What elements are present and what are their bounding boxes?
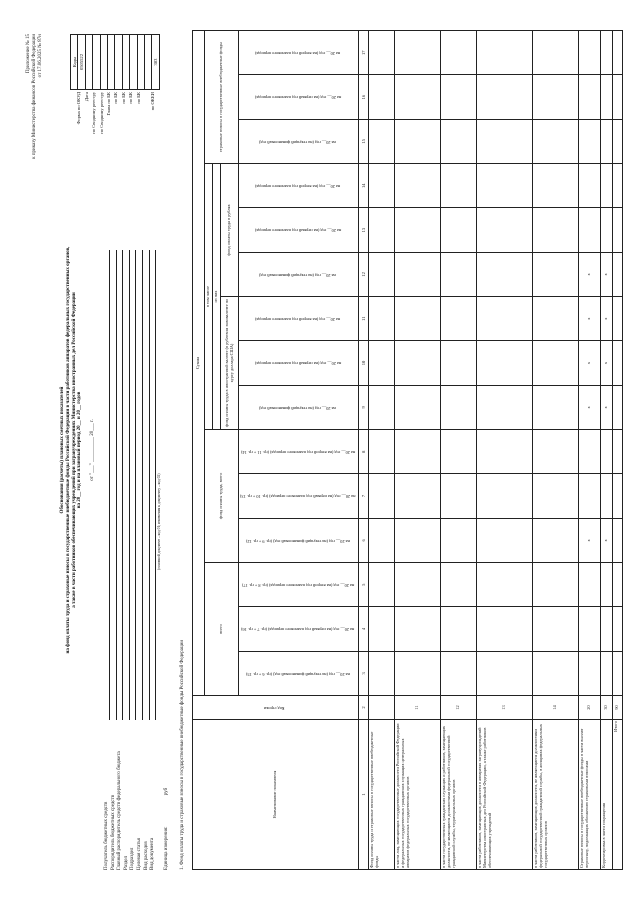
col-head-year-text: на 20__ год (на первый год планового периода)	[254, 95, 341, 101]
col-head-fot: фонд оплаты труда, всего	[205, 430, 239, 563]
table-cell	[395, 252, 441, 296]
col-head-year	[239, 474, 359, 518]
code-label: по Сводному реестру	[98, 92, 104, 134]
table-cell	[613, 563, 623, 607]
table-cell	[613, 651, 623, 695]
code-value	[130, 35, 137, 90]
col-number: 7	[359, 474, 369, 518]
table-cell	[601, 75, 613, 119]
col-head-year-text: на 20__ год (на второй год планового периода)	[255, 51, 341, 57]
appendix-note	[26, 34, 43, 159]
col-head-year	[239, 341, 359, 385]
table-row	[395, 31, 441, 870]
table-cell	[369, 31, 395, 75]
col-head-year-text: на 20__ год (на первый год планового периода)	[254, 228, 341, 234]
table-cell	[613, 297, 623, 341]
col-head-year	[239, 252, 359, 296]
form-field-label: Получатель бюджетных средств	[104, 801, 109, 870]
table-cell	[533, 518, 579, 562]
col-head-year	[239, 75, 359, 119]
form-field-label: Распорядитель бюджетных средств	[110, 794, 116, 870]
table-cell	[395, 119, 441, 163]
cell-not-applicable: x	[601, 518, 613, 562]
cell-not-applicable: x	[601, 385, 613, 429]
table-cell	[613, 518, 623, 562]
code-label	[143, 92, 150, 182]
table-cell	[369, 651, 395, 695]
table-cell	[477, 75, 533, 119]
table-cell	[533, 474, 579, 518]
form-field-label: Вид документа	[150, 837, 156, 870]
table-cell	[579, 651, 601, 695]
col-head-year	[239, 119, 359, 163]
table-cell	[477, 341, 533, 385]
table-cell	[395, 297, 441, 341]
table-cell	[579, 607, 601, 651]
row-code: 13	[477, 696, 533, 720]
col-number: 4	[359, 607, 369, 651]
code-label: по ОКЕИ	[150, 92, 156, 111]
table-cell	[441, 31, 477, 75]
table-cell	[441, 341, 477, 385]
table-cell	[441, 208, 477, 252]
row-code: 90	[613, 696, 623, 720]
row-code	[369, 696, 395, 720]
col-number: 1	[359, 720, 369, 870]
col-head-year-text: на 20__ год (на первый год планового периода) (гр. 10 + гр. 13)	[240, 494, 356, 500]
table-cell	[369, 563, 395, 607]
form-field-underline	[122, 250, 123, 720]
col-head-including: в том числе	[205, 164, 213, 430]
table-cell	[579, 208, 601, 252]
code-label: по БК	[120, 92, 126, 104]
form-field-underline	[109, 250, 110, 720]
cell-not-applicable: x	[601, 252, 613, 296]
form-field-label: Целевая статья	[137, 838, 142, 870]
table-cell	[395, 474, 441, 518]
table-cell	[579, 563, 601, 607]
table-row	[601, 31, 613, 870]
table-cell	[477, 474, 533, 518]
table-cell	[579, 474, 601, 518]
col-head-code	[193, 696, 359, 720]
code-value	[115, 35, 122, 90]
row-code: 20	[579, 696, 601, 720]
appendix-line: к приказу Министерства финансов Российской Федерации	[31, 34, 37, 159]
col-head-sum: Сумма	[193, 31, 205, 696]
unit-value: руб	[164, 787, 169, 796]
table-cell	[477, 385, 533, 429]
code-value	[107, 35, 114, 90]
title-line: на фонд оплаты труда и страховые взносы в государственные внебюджетные фонды Российской Федерации в части работников аппаратов федеральных государственных органов,	[65, 246, 71, 654]
code-label: по БК	[135, 92, 141, 104]
col-head-year	[239, 651, 359, 695]
form-field-underline	[142, 250, 143, 720]
col-head-insurance: страховые взносы в государственные внебюджетные фонды	[205, 31, 239, 164]
table-cell	[477, 607, 533, 651]
col-head-year	[239, 164, 359, 208]
doc-note: (основной документ – код 01; изменения к документу – код 02)	[157, 473, 161, 570]
unit-label: Единица измерения:	[164, 826, 169, 870]
table-cell	[579, 430, 601, 474]
table-row	[477, 31, 533, 870]
table-cell	[441, 252, 477, 296]
table-cell	[477, 518, 533, 562]
code-value	[144, 35, 151, 90]
table-cell	[533, 341, 579, 385]
table-cell	[613, 385, 623, 429]
code-label: по БК	[128, 92, 134, 104]
col-head-year-text: на 20__ год (на второй год планового периода) (гр. 8 + гр. 17)	[241, 583, 354, 589]
row-name: в части государственных гражданских служащих и работников, замещающих должности, не являющиеся должностями федеральной государственной гражданской службы, территориальных органов	[441, 720, 477, 870]
col-number: 9	[359, 385, 369, 429]
table-cell	[613, 474, 623, 518]
table-cell	[369, 164, 395, 208]
table-cell	[395, 208, 441, 252]
row-name: в части работников, замещающих должности, не являющиеся должностями федеральной государственной гражданской службы, в аппаратах федеральных государственных органов	[533, 720, 579, 870]
cell-not-applicable: x	[579, 297, 601, 341]
table-cell	[395, 518, 441, 562]
code-label: по БК	[113, 92, 119, 104]
col-head-year-text: на 20__ год (на второй год планового периода)	[255, 317, 341, 323]
form-field-label: Раздел	[123, 855, 129, 870]
col-number: 3	[359, 651, 369, 695]
row-name: Корректировка в части сокращения	[601, 720, 613, 870]
table-cell	[613, 31, 623, 75]
table-cell	[601, 31, 613, 75]
row-name: Итого	[613, 720, 623, 870]
code-label: по Сводному реестру	[91, 92, 97, 134]
col-head-year	[239, 430, 359, 474]
table-cell	[369, 430, 395, 474]
table-cell	[395, 75, 441, 119]
cell-not-applicable: x	[601, 341, 613, 385]
code-label: Форма по ОКУД	[76, 92, 82, 125]
section-title: 1. Фонд оплаты труда и страховые взносы в государственные внебюджетные фонды Российской Федерации	[180, 639, 185, 870]
col-head-of-which: из них	[213, 164, 221, 430]
table-cell	[613, 208, 623, 252]
table-cell	[477, 297, 533, 341]
table-cell	[441, 385, 477, 429]
col-head-year-text: на 20__ год (на первый год планового периода) (гр. 7 + гр. 16)	[241, 627, 355, 633]
row-code: 30	[601, 696, 613, 720]
row-name: Фонд оплаты труда и страховые взносы в государственные внебюджетные фонды	[369, 720, 395, 870]
col-head-year-text: на 20__ год (на текущий финансовый год)	[259, 272, 337, 278]
cell-not-applicable: x	[579, 252, 601, 296]
appendix-line: от 17.06.2025 № 87н	[37, 34, 43, 78]
table-row	[613, 31, 623, 870]
col-head-year	[239, 297, 359, 341]
col-number: 5	[359, 563, 369, 607]
table-cell	[395, 341, 441, 385]
col-head-year	[239, 563, 359, 607]
col-head-year-text: на 20__ год (на первый год планового периода)	[254, 361, 341, 367]
table-cell	[369, 119, 395, 163]
col-head-year-text: на 20__ год (на второй год планового периода)	[255, 184, 341, 190]
table-cell	[579, 75, 601, 119]
col-number: 17	[359, 31, 369, 75]
row-code: 11	[395, 696, 441, 720]
col-head-year-text: на 20__ год (на текущий финансовый год) (гр. 6 + гр. 15)	[245, 671, 350, 677]
col-number: 13	[359, 208, 369, 252]
table-cell	[601, 563, 613, 607]
table-cell	[369, 385, 395, 429]
form-field-label: Вид расходов	[143, 841, 149, 870]
table-cell	[395, 31, 441, 75]
table-cell	[477, 119, 533, 163]
col-head-year-text: на 20__ год (на текущий финансовый год)	[259, 405, 337, 411]
table-cell	[601, 651, 613, 695]
table-cell	[601, 119, 613, 163]
form-field-label: Главный распорядитель средств федерального бюджета	[117, 751, 123, 870]
table-cell	[441, 430, 477, 474]
table-cell	[369, 474, 395, 518]
form-field-underline	[129, 250, 130, 720]
table-row	[369, 31, 395, 870]
table-cell	[601, 208, 613, 252]
col-head-year	[239, 385, 359, 429]
appendix-line: Приложение № 15	[26, 34, 31, 74]
table-cell	[601, 474, 613, 518]
codes-header: Коды	[71, 35, 78, 90]
table-cell	[601, 430, 613, 474]
cell-not-applicable: x	[579, 341, 601, 385]
code-value	[100, 35, 107, 90]
cell-not-applicable: x	[579, 385, 601, 429]
table-cell	[369, 75, 395, 119]
table-cell	[477, 252, 533, 296]
code-label: Дата	[83, 92, 89, 102]
table-row	[533, 31, 579, 870]
col-head-name	[193, 720, 359, 870]
table-cell	[369, 607, 395, 651]
table-cell	[369, 518, 395, 562]
table-cell	[369, 252, 395, 296]
col-number: 8	[359, 430, 369, 474]
row-code: 14	[533, 696, 579, 720]
col-number: 6	[359, 518, 369, 562]
table-cell	[533, 252, 579, 296]
table-cell	[613, 252, 623, 296]
table-cell	[533, 164, 579, 208]
table-cell	[441, 164, 477, 208]
col-number: 15	[359, 119, 369, 163]
row-name: Страховые взносы в государственные внебюджетные фонды в части выплат персоналу, подлежащих обложению страховыми взносами	[579, 720, 601, 870]
cell-not-applicable: x	[601, 297, 613, 341]
table-cell	[533, 208, 579, 252]
table-cell	[613, 75, 623, 119]
table-cell	[533, 297, 579, 341]
code-labels	[70, 92, 158, 182]
col-number: 16	[359, 75, 369, 119]
document-date: от "___" __________ 20___ г.	[90, 419, 95, 481]
title-line: на 20__ год и на плановый период 20__ и 20__ годов	[77, 391, 83, 509]
table-cell	[533, 119, 579, 163]
form-field-underline	[116, 250, 117, 720]
table-cell	[369, 297, 395, 341]
col-head-text: Наименование показателя	[272, 770, 278, 819]
col-head-year	[239, 607, 359, 651]
col-number: 12	[359, 252, 369, 296]
table-cell	[477, 208, 533, 252]
table-cell	[395, 607, 441, 651]
code-value	[137, 35, 144, 90]
rotated-document-sheet	[26, 30, 620, 870]
col-number: 2	[359, 696, 369, 720]
unit-row	[164, 788, 170, 870]
table-cell	[441, 474, 477, 518]
form-field-label: Подраздел	[130, 847, 136, 870]
table-cell	[579, 31, 601, 75]
col-head-year-text: на 20__ год (на текущий финансовый год) (гр. 9 + гр. 12)	[245, 538, 350, 544]
code-value	[85, 35, 92, 90]
col-head-text: Код строки	[264, 705, 285, 711]
table-cell	[441, 518, 477, 562]
col-number: 11	[359, 297, 369, 341]
table-cell	[441, 75, 477, 119]
table-cell	[477, 31, 533, 75]
col-head-total: всего	[205, 563, 239, 696]
title-line: Обоснования (расчеты) плановых сметных показателей	[60, 386, 65, 514]
table-cell	[613, 430, 623, 474]
table-cell	[579, 119, 601, 163]
table-cell	[395, 651, 441, 695]
table-cell	[579, 164, 601, 208]
table-cell	[533, 651, 579, 695]
table-cell	[613, 119, 623, 163]
table-cell	[613, 341, 623, 385]
table-cell	[441, 607, 477, 651]
col-number: 10	[359, 341, 369, 385]
table-cell	[369, 208, 395, 252]
table-cell	[533, 75, 579, 119]
table-cell	[601, 164, 613, 208]
table-cell	[533, 31, 579, 75]
col-head-foreign: фонд оплаты труда в иностранной валюте (в рублевом эквиваленте по курсу доллара США)	[221, 297, 239, 430]
data-table	[192, 30, 623, 870]
code-value: 0505522	[78, 35, 85, 90]
table-cell	[395, 563, 441, 607]
col-head-year	[239, 31, 359, 75]
code-value	[93, 35, 100, 90]
col-head-rub: фонд оплаты труда в рублях	[221, 164, 239, 297]
table-cell	[477, 563, 533, 607]
row-code: 12	[441, 696, 477, 720]
row-name: в части лиц, замещающих государственные должности Российской Федерации и федеральных государственных гражданских служащих центральных аппаратов федеральных государственных органов	[395, 720, 441, 870]
table-cell	[441, 651, 477, 695]
col-head-year	[239, 518, 359, 562]
cell-not-applicable: x	[579, 518, 601, 562]
table-cell	[613, 164, 623, 208]
table-row	[579, 31, 601, 870]
code-value	[122, 35, 129, 90]
table-cell	[533, 607, 579, 651]
col-number: 14	[359, 164, 369, 208]
codes-table	[70, 34, 160, 90]
code-value: 383	[152, 35, 159, 90]
table-cell	[395, 385, 441, 429]
table-cell	[533, 385, 579, 429]
table-row	[441, 31, 477, 870]
table-cell	[441, 119, 477, 163]
table-cell	[441, 563, 477, 607]
col-head-year	[239, 208, 359, 252]
col-head-year-text: на 20__ год (на текущий финансовый год)	[259, 139, 337, 145]
table-cell	[613, 607, 623, 651]
form-field-underline	[135, 250, 136, 720]
table-cell	[533, 563, 579, 607]
table-cell	[477, 651, 533, 695]
table-cell	[395, 430, 441, 474]
table-cell	[601, 607, 613, 651]
table-cell	[477, 430, 533, 474]
title-line: а также в части работников обеспечивающих учреждений при загранучреждениях Министерства иностранных дел Российской Федерации	[71, 292, 77, 608]
col-head-year-text: на 20__ год (на второй год планового периода) (гр. 11 + гр. 14)	[240, 450, 355, 456]
form-field-underline	[149, 250, 150, 720]
table-cell	[477, 164, 533, 208]
row-name: в части работников, замещающих должности в аппаратах загранучреждений Министерства иностранных дел Российской Федерации, а также работников обеспечивающих учреждений	[477, 720, 533, 870]
code-label: Глава по БК	[105, 92, 111, 116]
table-cell	[533, 430, 579, 474]
table-cell	[441, 297, 477, 341]
table-cell	[395, 164, 441, 208]
table-cell	[369, 341, 395, 385]
